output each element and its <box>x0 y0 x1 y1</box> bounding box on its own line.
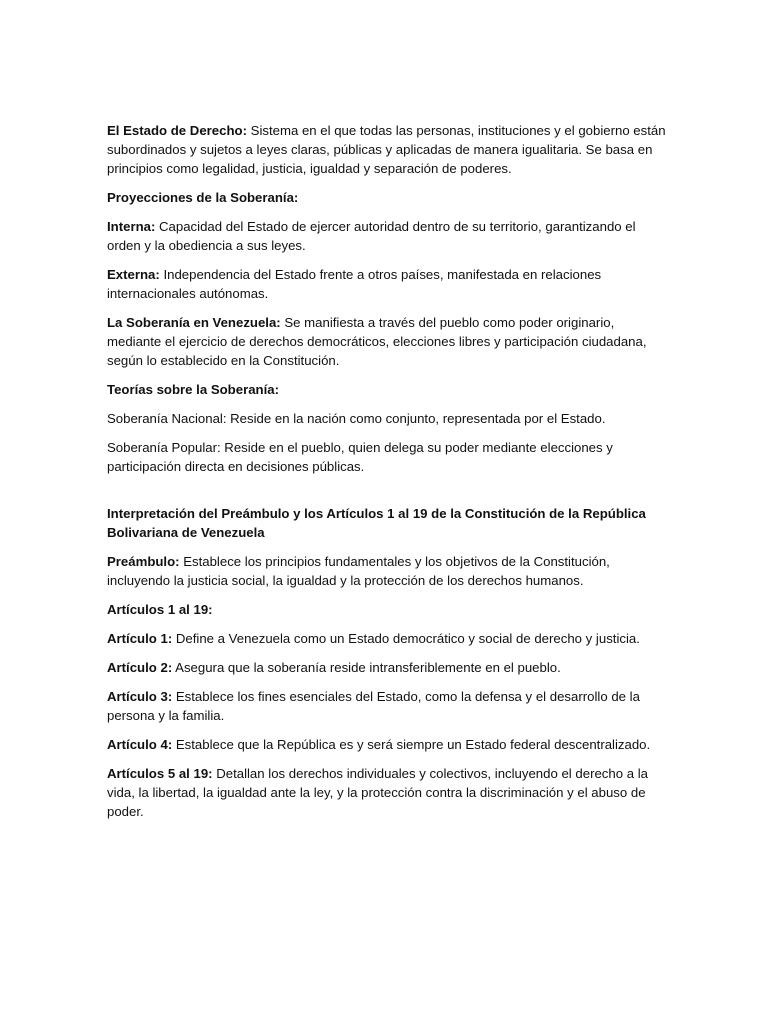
paragraph-externa <box>107 265 667 303</box>
term-articulos-5-19: Artículos 5 al 19: <box>107 766 213 781</box>
paragraph-articulo-4 <box>107 735 667 754</box>
heading-interpretacion <box>107 504 667 542</box>
text-articulo-1: Define a Venezuela como un Estado democrático y social de derecho y justicia. <box>172 631 640 646</box>
text-interna: Capacidad del Estado de ejercer autoridad dentro de su territorio, garantizando el orden y la obediencia a sus leyes. <box>107 219 636 253</box>
paragraph-estado-derecho <box>107 121 667 178</box>
paragraph-soberania-nacional: Soberanía Nacional: Reside en la nación como conjunto, representada por el Estado. <box>107 411 606 426</box>
paragraph-articulo-3 <box>107 687 667 725</box>
paragraph-soberania-popular: Soberanía Popular: Reside en el pueblo, quien delega su poder mediante elecciones y participación directa en decisiones públicas. <box>107 440 613 474</box>
heading-proyecciones-text: Proyecciones de la Soberanía: <box>107 190 299 205</box>
heading-articulos <box>107 600 667 619</box>
text-articulo-4: Establece que la República es y será siempre un Estado federal descentralizado. <box>172 737 651 752</box>
heading-interpretacion-text: Interpretación del Preámbulo y los Artículos 1 al 19 de la Constitución de la República Bolivariana de Venezuela <box>107 506 646 540</box>
paragraph-soberania-venezuela <box>107 313 667 370</box>
document-body <box>107 121 667 831</box>
term-soberania-venezuela: La Soberanía en Venezuela: <box>107 315 281 330</box>
term-articulo-3: Artículo 3: <box>107 689 173 704</box>
heading-teorias <box>107 380 667 399</box>
text-articulo-3: Establece los fines esenciales del Estado, como la defensa y el desarrollo de la persona y la familia. <box>107 689 640 723</box>
paragraph-interna <box>107 217 667 255</box>
term-estado-derecho: El Estado de Derecho: <box>107 123 247 138</box>
term-articulo-1: Artículo 1: <box>107 631 173 646</box>
heading-articulos-text: Artículos 1 al 19: <box>107 602 213 617</box>
paragraph-preambulo <box>107 552 667 590</box>
term-externa: Externa: <box>107 267 160 282</box>
paragraph-articulo-1 <box>107 629 667 648</box>
term-preambulo: Preámbulo: <box>107 554 180 569</box>
section-spacer <box>107 486 667 504</box>
text-soberania-venezuela: Se manifiesta a través del pueblo como poder originario, mediante el ejercicio de derechos democráticos, elecciones libres y participación ciudadana, según lo establecido en la Constitución. <box>107 315 647 368</box>
text-articulo-2: Asegura que la soberanía reside intransferiblemente en el pueblo. <box>172 660 561 675</box>
heading-teorias-text: Teorías sobre la Soberanía: <box>107 382 279 397</box>
paragraph-articulos-5-19 <box>107 764 667 821</box>
term-articulo-2: Artículo 2: <box>107 660 173 675</box>
text-externa: Independencia del Estado frente a otros países, manifestada en relaciones internacionales autónomas. <box>107 267 602 301</box>
term-articulo-4: Artículo 4: <box>107 737 173 752</box>
text-estado-derecho: Sistema en el que todas las personas, instituciones y el gobierno están subordinados y sujetos a leyes claras, públicas y aplicadas de manera igualitaria. Se basa en principios como legalidad, justicia, igualdad y separación de poderes. <box>107 123 666 176</box>
text-articulos-5-19: Detallan los derechos individuales y colectivos, incluyendo el derecho a la vida, la libertad, la igualdad ante la ley, y la protección contra la discriminación y el abuso de poder. <box>107 766 648 819</box>
heading-proyecciones <box>107 188 667 207</box>
term-interna: Interna: <box>107 219 156 234</box>
text-preambulo: Establece los principios fundamentales y los objetivos de la Constitución, incluyendo la justicia social, la igualdad y la protección de los derechos humanos. <box>107 554 610 588</box>
paragraph-articulo-2 <box>107 658 667 677</box>
